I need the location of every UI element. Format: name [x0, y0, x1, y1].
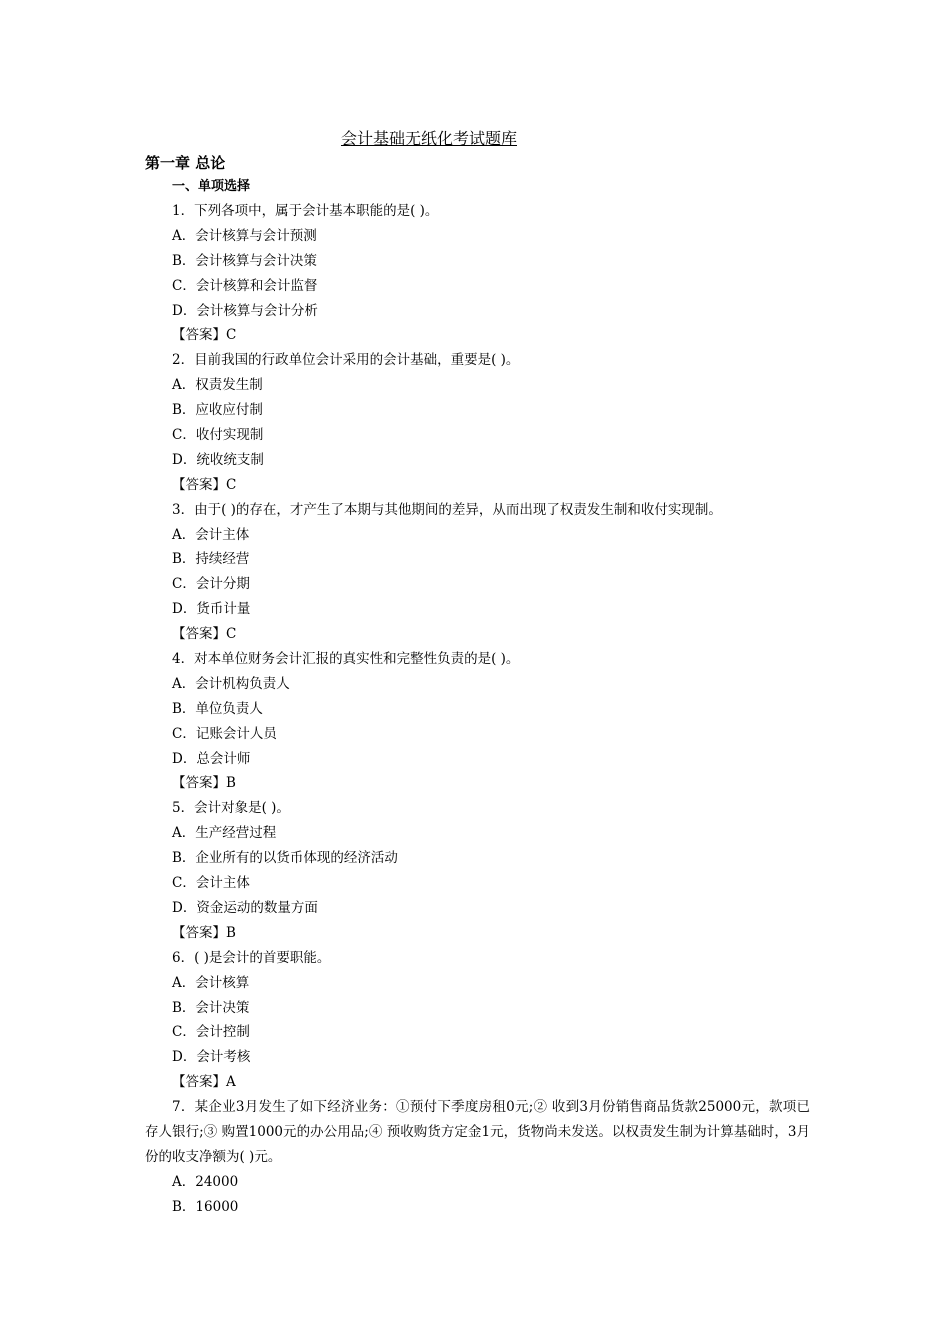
document-title: 会计基础无纸化考试题库: [340, 129, 517, 148]
question-stem: 4．对本单位财务会计汇报的真实性和完整性负责的是( )。: [172, 651, 520, 668]
option-c: C．会计核算和会计监督: [172, 277, 318, 294]
option-c: C．会计主体: [172, 875, 250, 892]
question-stem: 6．( )是会计的首要职能。: [172, 949, 331, 966]
option-c: C．记账会计人员: [172, 725, 277, 742]
question-stem: 3．由于( )的存在，才产生了本期与其他期间的差异，从而出现了权责发生制和收付实现制。: [172, 501, 722, 518]
answer-line: 【答案】C: [172, 327, 237, 344]
answer-line: 【答案】C: [172, 626, 237, 643]
option-b: B．应收应付制: [172, 402, 263, 419]
option-a: A．权责发生制: [172, 377, 263, 394]
option-c: C．会计控制: [172, 1024, 250, 1041]
section-heading: 一、单项选择: [172, 179, 251, 194]
option-b: B．持续经营: [172, 551, 250, 568]
question-stem: 5．会计对象是( )。: [172, 800, 290, 817]
option-c: C．会计分期: [172, 576, 250, 593]
answer-line: 【答案】B: [172, 924, 236, 941]
option-c: C．收付实现制: [172, 427, 264, 444]
option-b: B．会计核算与会计决策: [172, 252, 317, 269]
answer-line: 【答案】C: [172, 476, 237, 493]
option-b: B．企业所有的以货币体现的经济活动: [172, 850, 398, 867]
option-d: D．货币计量: [172, 601, 251, 618]
option-d: D．资金运动的数量方面: [172, 899, 318, 916]
option-d: D．统收统支制: [172, 451, 264, 468]
option-d: D．会计核算与会计分析: [172, 302, 318, 319]
option-b: B．16000: [172, 1198, 239, 1215]
option-a: A．24000: [172, 1173, 239, 1190]
option-a: A．会计核算: [172, 974, 250, 991]
option-d: D．总会计师: [172, 750, 251, 767]
chapter-heading: 第一章 总论: [145, 154, 226, 172]
question-stem: 7．某企业3月发生了如下经济业务：①预付下季度房租0元;② 收到3月份销售商品货款25000元，款项已存人银行;③ 购置1000元的办公用品;④ 预收购货方定金1元，货物尚未发送。以权责发生制为计算基础时，3月份的收支净额为( )元。: [145, 1099, 810, 1165]
option-b: B．会计决策: [172, 999, 250, 1016]
option-a: A．会计主体: [172, 526, 250, 543]
question-stem: 2．目前我国的行政单位会计采用的会计基础，重要是( )。: [172, 352, 520, 369]
option-d: D．会计考核: [172, 1049, 251, 1066]
answer-line: 【答案】A: [172, 1074, 236, 1091]
option-a: A．会计核算与会计预测: [172, 227, 317, 244]
option-a: A．生产经营过程: [172, 825, 277, 842]
option-b: B．单位负责人: [172, 700, 263, 717]
answer-line: 【答案】B: [172, 775, 236, 792]
question-stem: 1．下列各项中，属于会计基本职能的是( )。: [172, 203, 439, 219]
option-a: A．会计机构负责人: [172, 675, 290, 692]
question-list: [145, 199, 810, 1220]
